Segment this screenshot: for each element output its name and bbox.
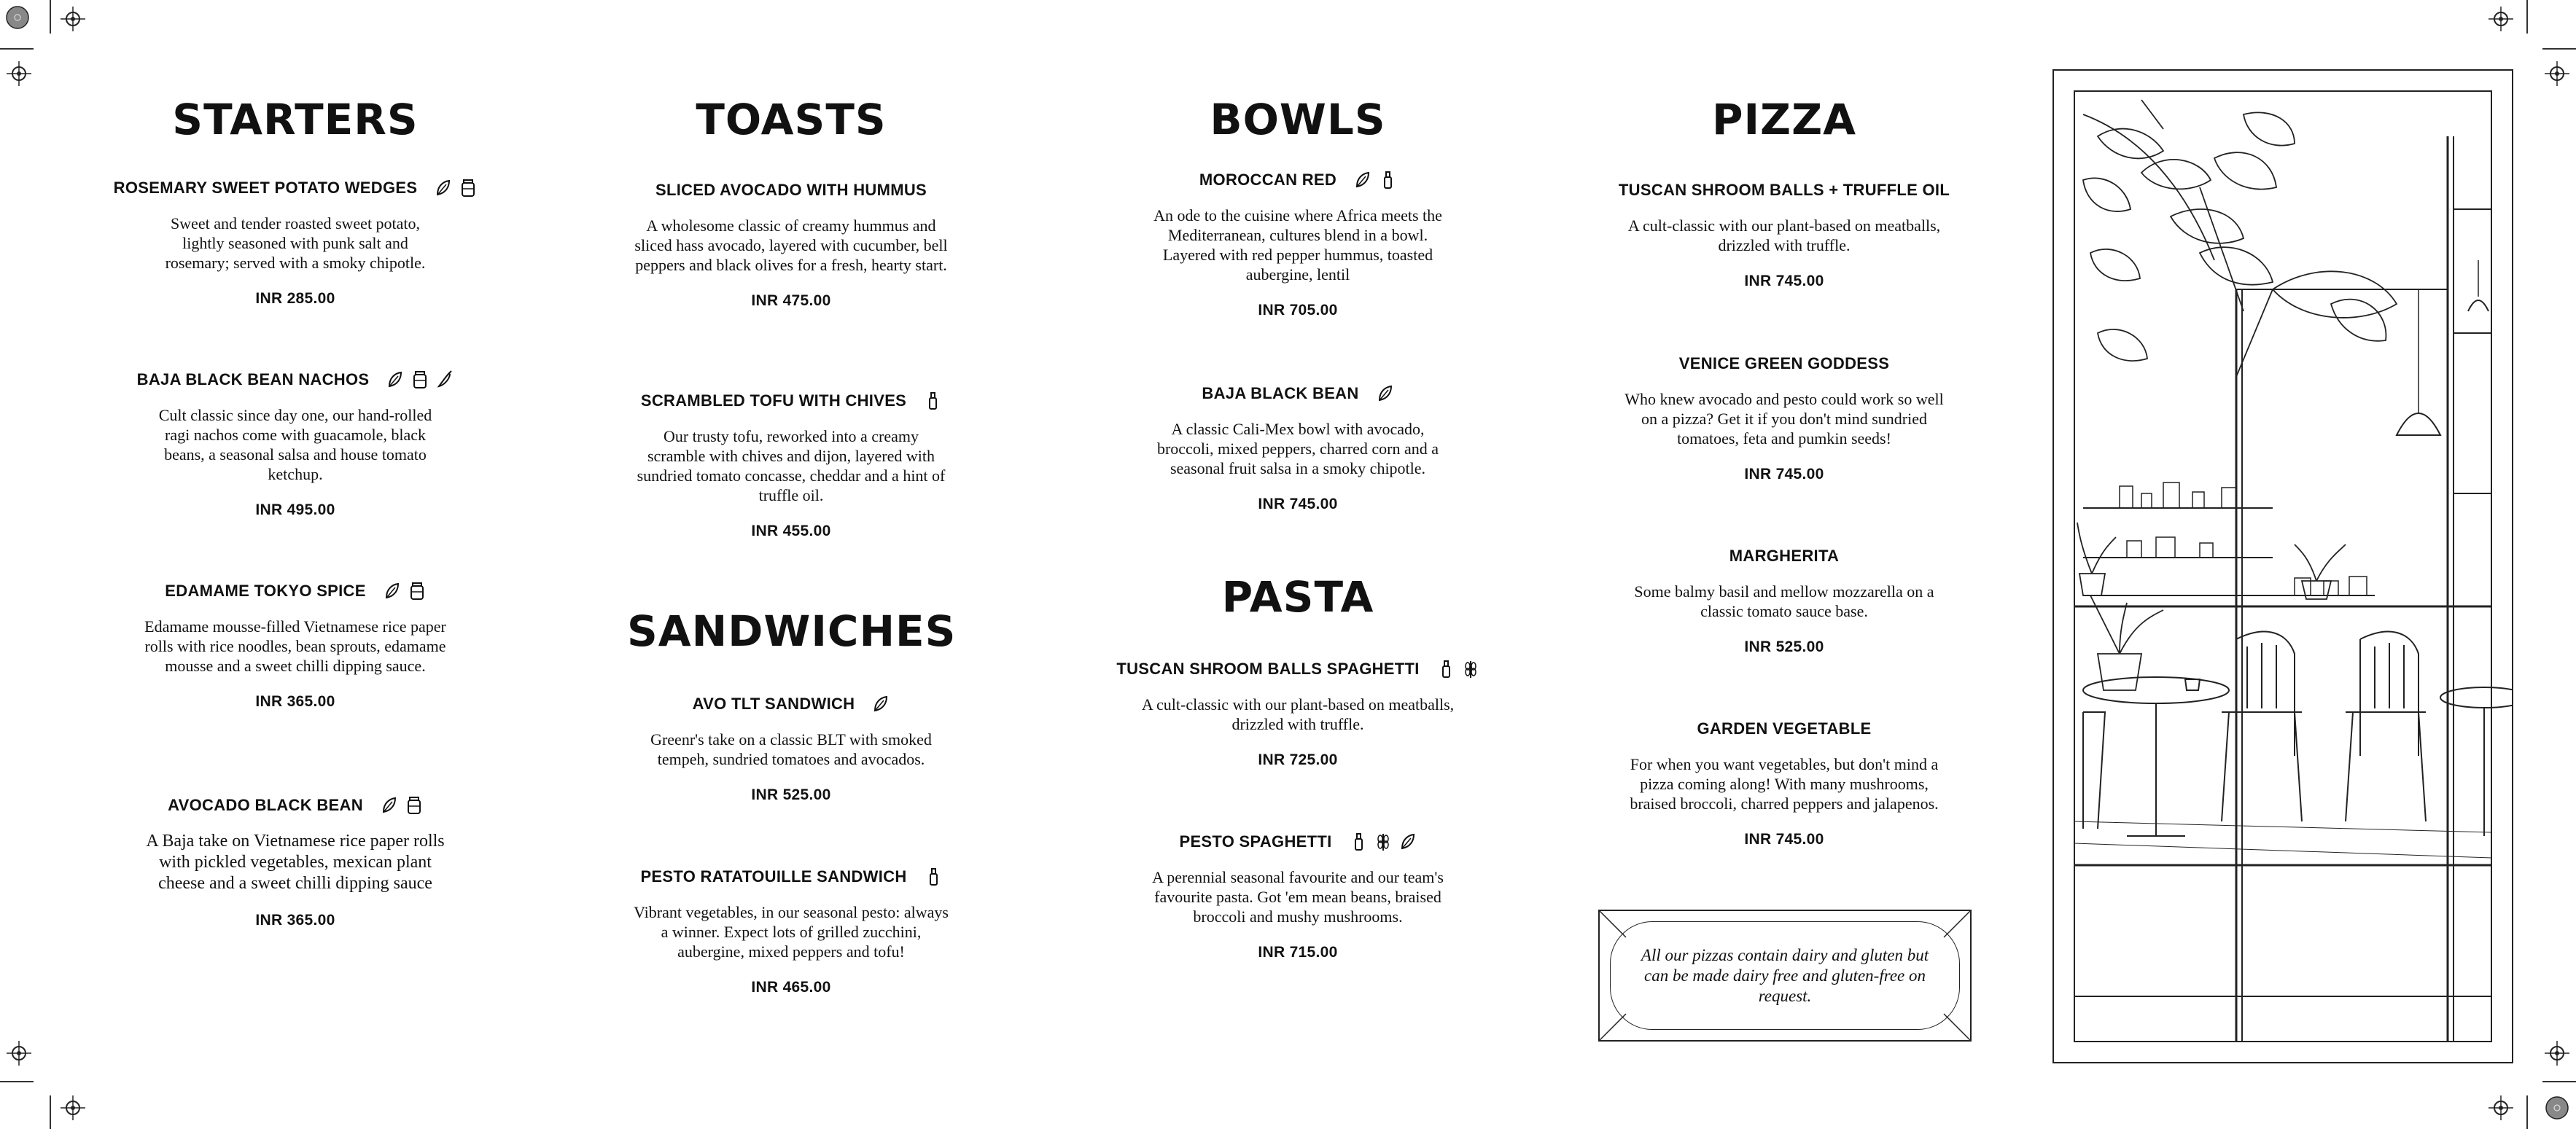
item-description: Cult classic since day one, our hand-rolled ragi nachos come with guacamole, black beans, a seasonal salsa and house tomato ketchup. — [158, 406, 432, 483]
item-name: SLICED AVOCADO WITH HUMMUS — [655, 181, 927, 199]
item-description: A classic Cali-Mex bowl with avocado, broccoli, mixed peppers, charred corn and a seasonal fruit salsa in a smoky chipotle. — [1156, 420, 1439, 477]
item-price: INR 745.00 — [1258, 496, 1338, 512]
registration-mark-icon — [5, 5, 30, 30]
menu-item — [139, 796, 452, 929]
bottle-icon — [1437, 660, 1455, 679]
menu-item — [113, 179, 452, 308]
crosshair-icon — [2545, 61, 2569, 86]
item-price: INR 715.00 — [1258, 944, 1338, 961]
cafe-window-plants-illustration — [2054, 71, 2512, 1062]
item-description: Who knew avocado and pesto could work so well on a pizza? Get it if you don't mind sundried tomatoes, feta and pumkin seeds! — [1624, 390, 1944, 448]
leaf-icon — [1377, 384, 1394, 403]
item-name: AVOCADO BLACK BEAN — [168, 796, 363, 814]
item-description: Greenr's take on a classic BLT with smoked tempeh, sundried tomatoes and avocados. — [650, 730, 932, 768]
menu-item — [1123, 384, 1473, 513]
menu-item — [627, 695, 955, 804]
item-name: BAJA BLACK BEAN NACHOS — [136, 370, 370, 388]
leaf-icon — [386, 370, 404, 389]
item-price: INR 525.00 — [751, 786, 831, 803]
item-price: INR 525.00 — [1744, 638, 1824, 655]
item-price: INR 705.00 — [1258, 302, 1338, 319]
item-price: INR 365.00 — [255, 912, 335, 929]
chili-icon — [436, 370, 454, 389]
item-name: MARGHERITA — [1729, 547, 1840, 565]
leaf-icon — [1354, 171, 1371, 190]
crosshair-icon — [61, 7, 85, 31]
item-name: PESTO RATATOUILLE SANDWICH — [640, 867, 907, 886]
trim-line — [0, 48, 34, 50]
menu-item — [627, 867, 955, 996]
jar-icon — [405, 796, 423, 815]
jar-icon — [408, 582, 426, 601]
item-name: BAJA BLACK BEAN — [1202, 384, 1359, 402]
leaf-icon — [872, 695, 890, 714]
item-description: Our trusty tofu, reworked into a creamy scramble with chives and dijon, layered with sundried tomato concasse, cheddar and a hint of truffle oil. — [637, 427, 946, 504]
item-name: TUSCAN SHROOM BALLS + TRUFFLE OIL — [1618, 181, 1950, 199]
item-name: TUSCAN SHROOM BALLS SPAGHETTI — [1116, 660, 1420, 678]
section-title-starters: STARTERS — [172, 95, 419, 144]
item-description: Sweet and tender roasted sweet potato, lightly seasoned with punk salt and rosemary; served with a smoky chipotle. — [165, 214, 426, 272]
item-price: INR 725.00 — [1258, 751, 1338, 768]
item-description: A cult-classic with our plant-based on meatballs, drizzled with truffle. — [1627, 216, 1941, 254]
cafe-illustration — [2052, 69, 2513, 1063]
item-price: INR 365.00 — [255, 693, 335, 710]
menu-item — [139, 582, 452, 711]
crosshair-icon — [2489, 1095, 2513, 1120]
trim-line — [50, 0, 51, 34]
crosshair-icon — [7, 61, 31, 86]
crosshair-icon — [7, 1041, 31, 1066]
trim-line — [50, 1095, 51, 1129]
item-price: INR 745.00 — [1744, 831, 1824, 848]
item-name: AVO TLT SANDWICH — [692, 695, 855, 713]
item-description: Some balmy basil and mellow mozzarella on a classic tomato sauce base. — [1634, 582, 1934, 620]
bottle-icon — [925, 867, 942, 886]
item-price: INR 745.00 — [1744, 466, 1824, 483]
bottle-icon — [1379, 171, 1396, 190]
item-name: VENICE GREEN GODDESS — [1678, 354, 1890, 372]
pizza-dietary-note-box — [1598, 910, 1972, 1042]
item-description: A perennial seasonal favourite and our team's favourite pasta. Got 'em mean beans, braised broccoli and mushy mushrooms. — [1152, 868, 1444, 926]
item-name: ROSEMARY SWEET POTATO WEDGES — [113, 179, 418, 197]
menu-item — [627, 181, 955, 310]
section-title-sandwiches: SANDWICHES — [627, 606, 957, 656]
trim-line — [2542, 48, 2576, 50]
bottle-icon — [1350, 832, 1367, 851]
jar-icon — [459, 179, 477, 198]
item-description: An ode to the cuisine where Africa meets the Mediterranean, cultures blend in a bowl. Layered with red pepper hummus, toasted aubergine, lentil — [1153, 206, 1442, 284]
menu-item — [627, 391, 955, 540]
leaf-icon — [435, 179, 452, 198]
crosshair-icon — [61, 1095, 85, 1120]
item-name: GARDEN VEGETABLE — [1697, 719, 1872, 738]
trim-line — [2526, 1095, 2528, 1129]
item-name: MOROCCAN RED — [1199, 171, 1337, 189]
item-description: A cult-classic with our plant-based on meatballs, drizzled with truffle. — [1141, 695, 1455, 733]
trim-line — [2542, 1081, 2576, 1082]
item-description: For when you want vegetables, but don't mind a pizza coming along! With many mushrooms, braised broccoli, charred peppers and jalapenos. — [1630, 755, 1939, 813]
leaf-icon — [384, 582, 401, 601]
item-description: Vibrant vegetables, in our seasonal pesto: always a winner. Expect lots of grilled zucchini, aubergine, mixed peppers and tofu! — [634, 903, 949, 961]
trim-line — [0, 1081, 34, 1082]
menu-item — [136, 370, 452, 519]
item-price: INR 495.00 — [255, 501, 335, 518]
section-title-pizza: PIZZA — [1711, 95, 1857, 144]
item-description: A wholesome classic of creamy hummus and sliced hass avocado, layered with cucumber, bell peppers and black olives for a fresh, hearty start. — [634, 216, 948, 274]
crosshair-icon — [2489, 7, 2513, 31]
wheat-icon — [1462, 660, 1479, 679]
item-price: INR 475.00 — [751, 292, 831, 309]
section-title-pasta: PASTA — [1221, 572, 1374, 622]
item-price: INR 745.00 — [1744, 273, 1824, 289]
pizza-note-text: All our pizzas contain dairy and gluten but can be made dairy free and gluten-free on request. — [1641, 945, 1929, 1005]
jar-icon — [411, 370, 429, 389]
item-description: Edamame mousse-filled Vietnamese rice paper rolls with rice noodles, bean sprouts, edamame mousse and a sweet chilli dipping sauce. — [144, 617, 446, 675]
item-description: A Baja take on Vietnamese rice paper rolls with pickled vegetables, mexican plant cheese and a sweet chilli dipping sauce — [146, 832, 445, 893]
item-name: EDAMAME TOKYO SPICE — [165, 582, 366, 600]
trim-line — [2526, 0, 2528, 34]
menu-item — [1619, 719, 1950, 848]
menu-item — [1619, 181, 1950, 290]
menu-item — [1123, 832, 1473, 961]
item-name: SCRAMBLED TOFU WITH CHIVES — [640, 391, 907, 410]
menu-item — [1123, 171, 1473, 319]
menu-item — [1619, 354, 1950, 483]
item-price: INR 285.00 — [255, 290, 335, 307]
section-title-toasts: TOASTS — [696, 95, 887, 144]
crosshair-icon — [2545, 1041, 2569, 1066]
item-price: INR 465.00 — [751, 979, 831, 996]
item-name: PESTO SPAGHETTI — [1179, 832, 1332, 851]
wheat-icon — [1374, 832, 1392, 851]
leaf-icon — [381, 796, 398, 815]
item-price: INR 455.00 — [751, 523, 831, 539]
leaf-icon — [1399, 832, 1417, 851]
menu-item — [1619, 547, 1950, 656]
registration-mark-icon — [2545, 1095, 2569, 1120]
bottle-icon — [924, 391, 941, 410]
menu-item — [1116, 660, 1473, 769]
section-title-bowls: BOWLS — [1210, 95, 1386, 144]
